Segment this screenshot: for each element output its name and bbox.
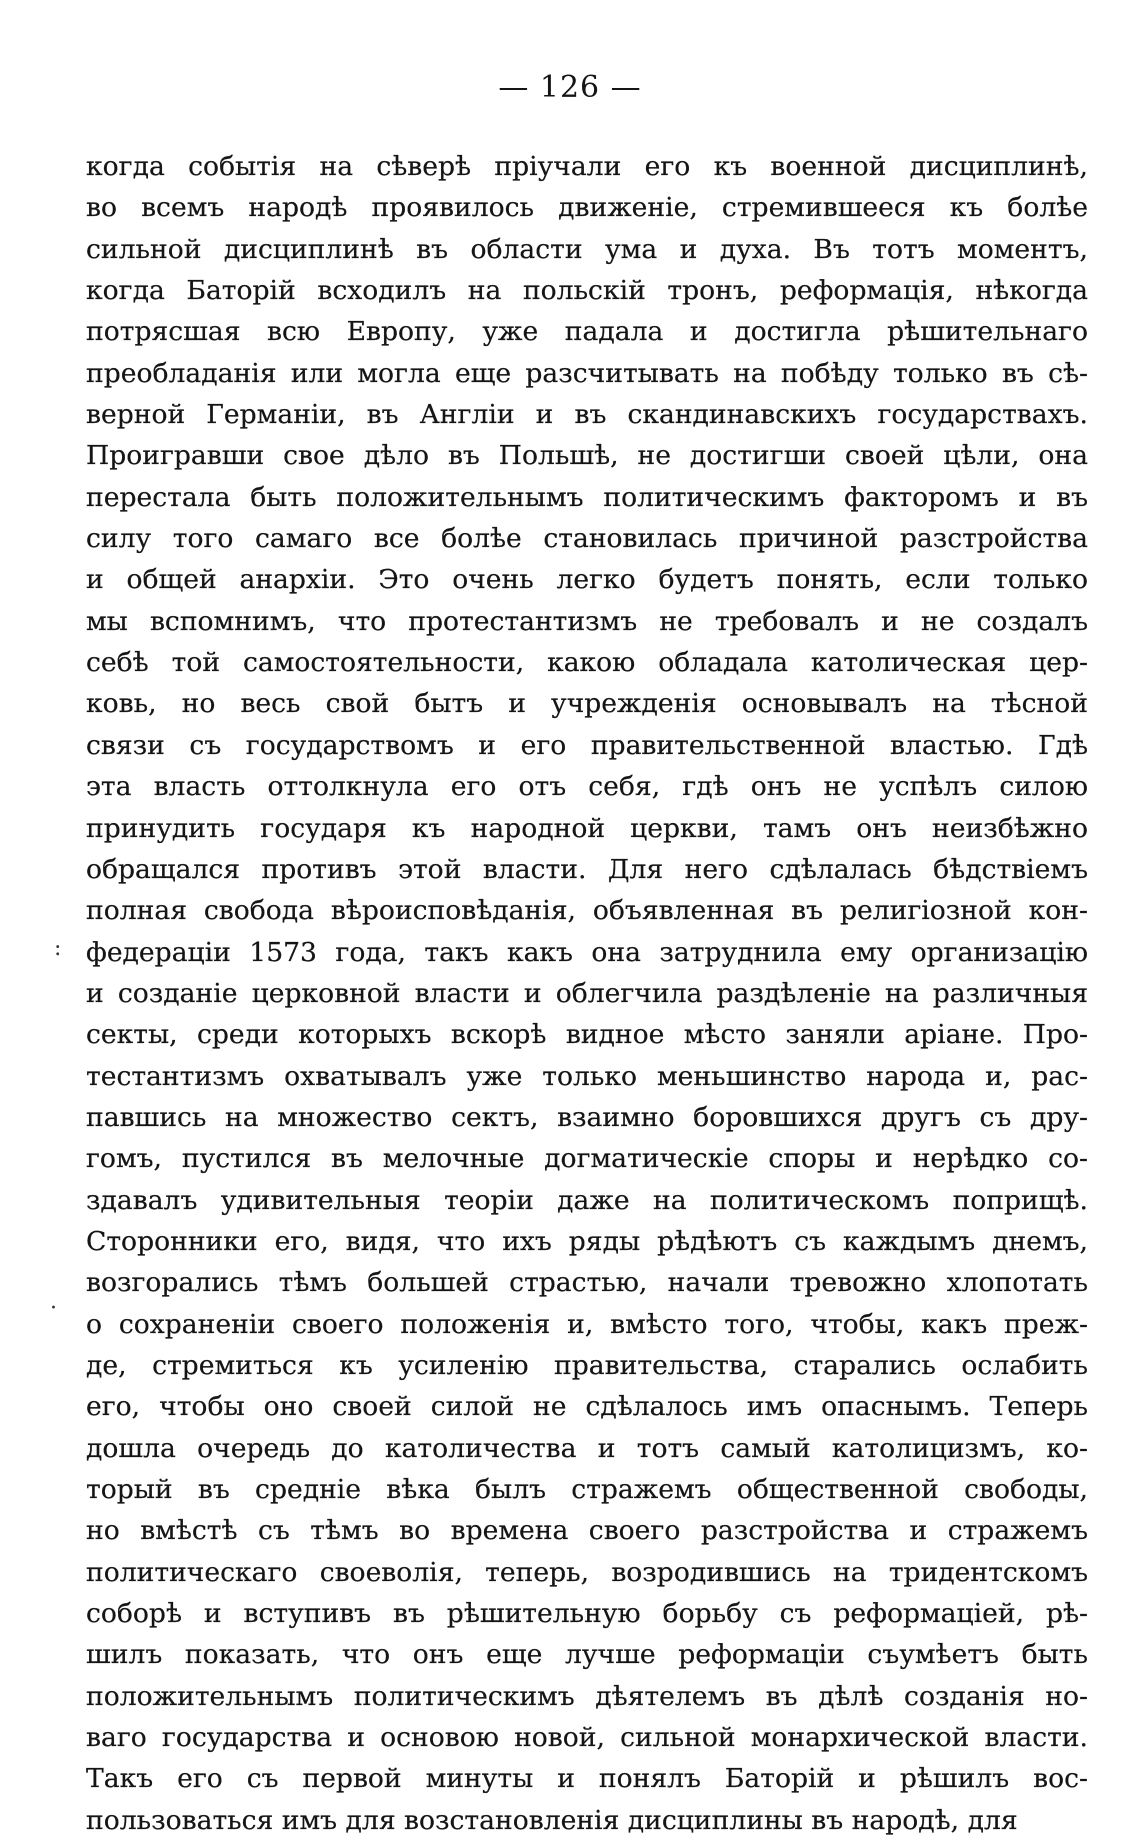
- text-line: и созданіе церковной власти и облегчила раздѣленіе на различныя: [86, 977, 1088, 1009]
- text-line: когда событія на сѣверѣ пріучали его къ военной дисциплинѣ,: [86, 151, 1088, 182]
- text-line: федераціи 1573 года, такъ какъ она затруднила ему организацію: [86, 936, 1088, 968]
- text-line: во всемъ народѣ проявилось движеніе, стремившееся къ болѣе: [86, 192, 1088, 224]
- text-line: секты, среди которыхъ вскорѣ видное мѣсто заняли аріане. Про-: [86, 1019, 1088, 1051]
- text-line: о сохраненіи своего положенія и, вмѣсто того, чтобы, какъ преж-: [86, 1308, 1088, 1340]
- text-line: когда Баторій всходилъ на польскій тронъ, реформація, нѣкогда: [86, 275, 1088, 307]
- text-line: мы вспомнимъ, что протестантизмъ не требовалъ и не создалъ: [86, 605, 1088, 637]
- text-line: и общей анархіи. Это очень легко будетъ понять, если только: [86, 564, 1088, 596]
- text-line: верной Германіи, въ Англіи и въ скандинавскихъ государствахъ.: [86, 399, 1088, 431]
- text-line: шилъ показать, что онъ еще лучше реформаціи съумѣетъ быть: [86, 1639, 1088, 1671]
- text-line: возгорались тѣмъ большей страстью, начали тревожно хлопотать: [86, 1267, 1088, 1299]
- body-text: [86, 146, 1088, 1841]
- text-line: пользоваться имъ для возстановленія дисциплины въ народѣ, для: [86, 1804, 1018, 1836]
- text-line: перестала быть положительнымъ политическимъ факторомъ и въ: [86, 481, 1088, 513]
- text-line: принудить государя къ народной церкви, тамъ онъ неизбѣжно: [86, 812, 1088, 844]
- margin-mark: :: [54, 936, 62, 961]
- text-line: но вмѣстѣ съ тѣмъ во времена своего разстройства и стражемъ: [86, 1515, 1088, 1547]
- text-line: павшись на множество сектъ, взаимно боровшихся другъ съ дру-: [86, 1101, 1088, 1133]
- text-line: торый въ средніе вѣка былъ стражемъ общественной свободы,: [86, 1474, 1088, 1505]
- text-line: гомъ, пустился въ мелочные догматическіе споры и нерѣдко со-: [86, 1143, 1088, 1175]
- text-line: ваго государства и основою новой, сильной монархической власти.: [86, 1722, 1088, 1754]
- text-line: сильной дисциплинѣ въ области ума и духа. Въ тотъ моментъ,: [86, 233, 1088, 265]
- text-line: здавалъ удивительныя теоріи даже на политическомъ поприщѣ.: [86, 1184, 1088, 1216]
- text-line: Проигравши свое дѣло въ Польшѣ, не достигши своей цѣли, она: [86, 440, 1088, 472]
- text-line: потрясшая всю Европу, уже падала и достигла рѣшительнаго: [86, 316, 1088, 348]
- text-line: тестантизмъ охватывалъ уже только меньшинство народа и, рас-: [86, 1060, 1088, 1092]
- margin-mark: ·: [50, 1296, 57, 1321]
- text-line: себѣ той самостоятельности, какою обладала католическая цер-: [86, 647, 1088, 679]
- text-line: ковь, но весь свой бытъ и учрежденія основывалъ на тѣсной: [86, 688, 1088, 720]
- text-line: Сторонники его, видя, что ихъ ряды рѣдѣютъ съ каждымъ днемъ,: [86, 1225, 1088, 1257]
- text-line: Такъ его съ первой минуты и понялъ Баторій и рѣшилъ вос-: [86, 1763, 1088, 1795]
- text-line: полная свобода вѣроисповѣданія, объявленная въ религіозной кон-: [86, 895, 1088, 927]
- text-line: силу того самаго все болѣе становилась причиной разстройства: [86, 523, 1088, 555]
- text-line: преобладанія или могла еще разсчитывать на побѣду только въ сѣ-: [86, 357, 1088, 389]
- text-line: положительнымъ политическимъ дѣятелемъ въ дѣлѣ созданія но-: [86, 1680, 1088, 1712]
- text-line: связи съ государствомъ и его правительственной властью. Гдѣ: [86, 729, 1088, 761]
- text-line: политическаго своеволія, теперь, возродившись на тридентскомъ: [86, 1556, 1088, 1588]
- text-line: его, чтобы оно своей силой не сдѣлалось имъ опаснымъ. Теперь: [86, 1391, 1088, 1423]
- text-line: де, стремиться къ усиленію правительства, старались ослабить: [86, 1349, 1088, 1381]
- page-number: — 126 —: [498, 70, 642, 105]
- text-line: эта власть оттолкнула его отъ себя, гдѣ онъ не успѣлъ силою: [86, 771, 1088, 803]
- text-line: обращался противъ этой власти. Для него сдѣлалась бѣдствіемъ: [86, 853, 1088, 885]
- text-line: соборѣ и вступивъ въ рѣшительную борьбу съ реформаціей, рѣ-: [86, 1598, 1088, 1630]
- text-line: дошла очередь до католичества и тотъ самый католицизмъ, ко-: [86, 1432, 1088, 1464]
